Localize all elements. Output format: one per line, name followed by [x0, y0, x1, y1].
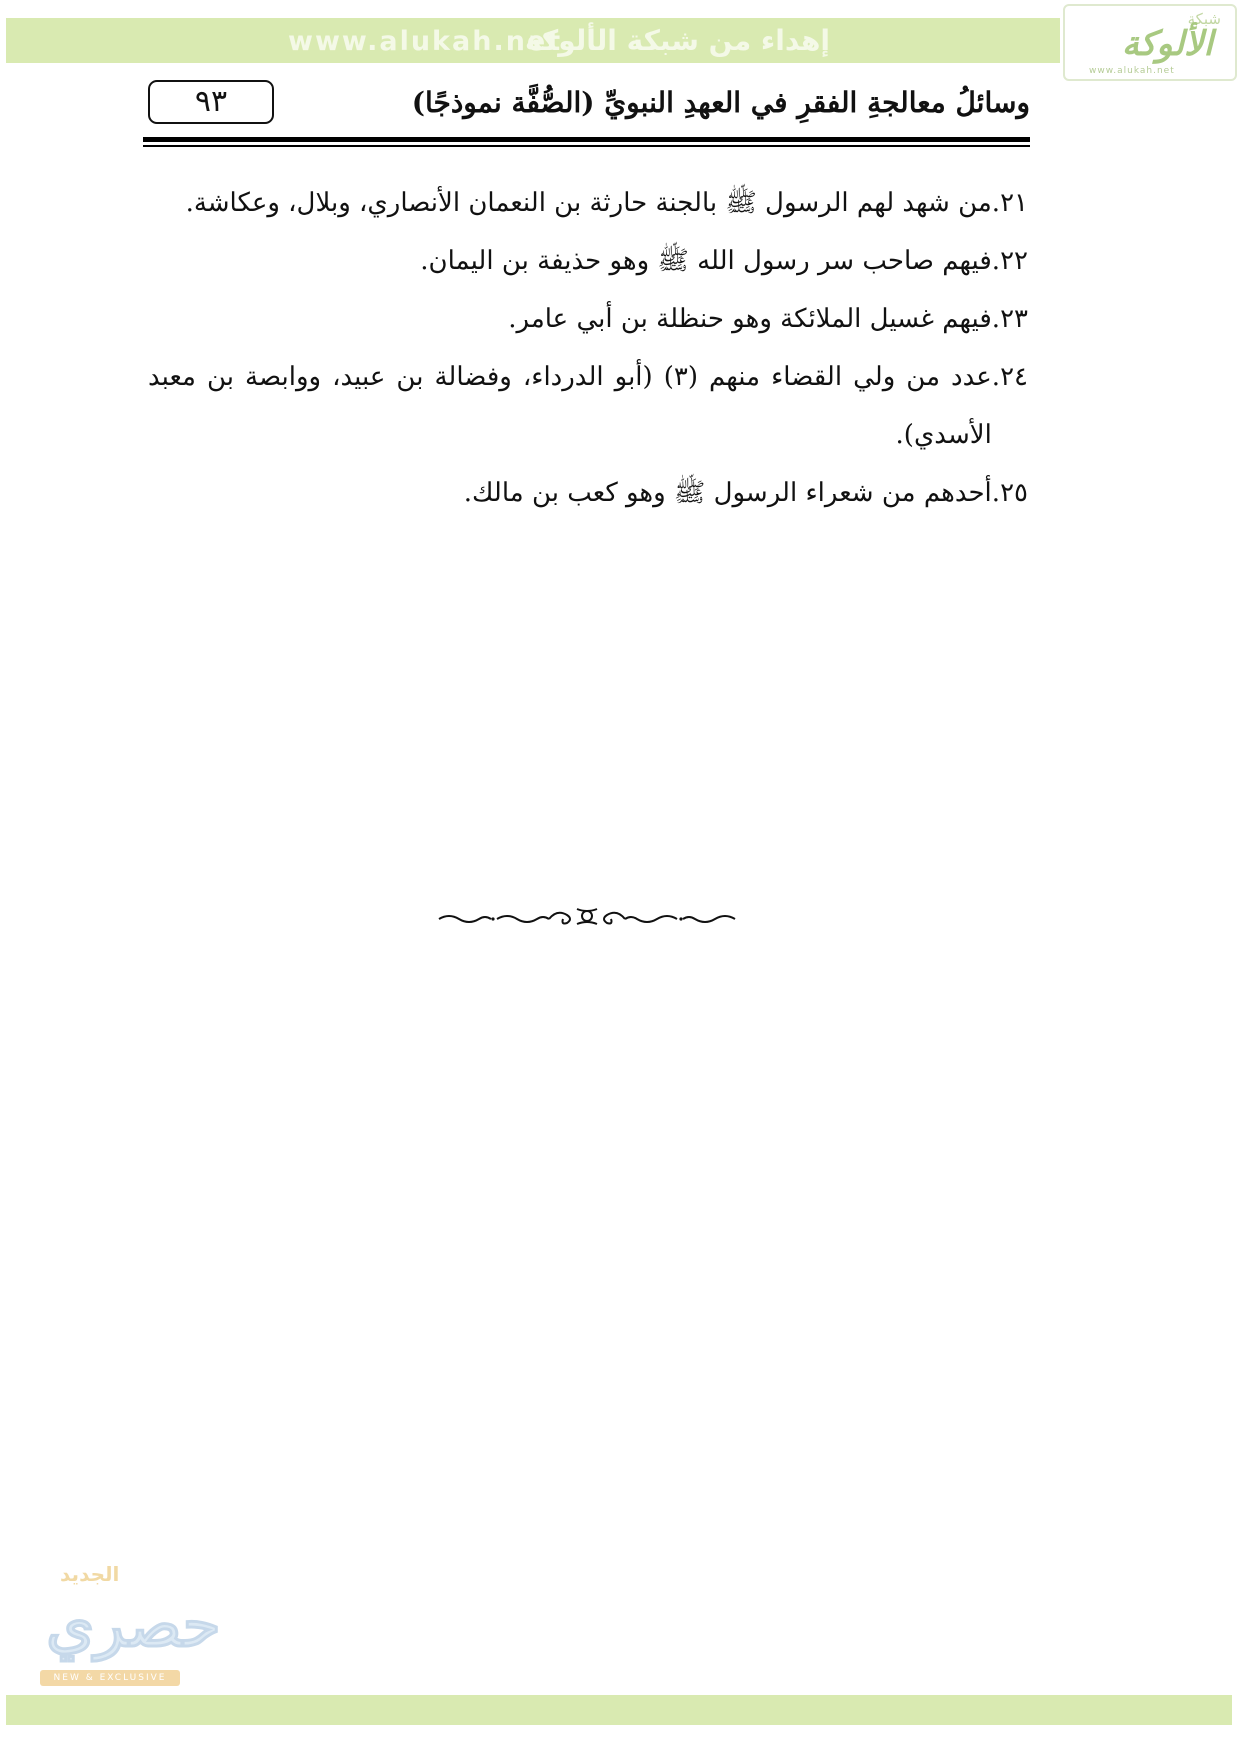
item-text: عدد من ولي القضاء منهم (٣) (أبو الدرداء، وفضالة بن عبيد، ووابصة بن معبد الأسدي). [148, 362, 992, 450]
list-item [148, 464, 1028, 522]
logo-url: www.alukah.net [1089, 66, 1175, 76]
logo-name: الألوكة [1121, 24, 1213, 64]
content-list [148, 174, 1028, 522]
logo-network-label: شبكة [1187, 10, 1221, 28]
list-item [148, 174, 1028, 232]
page-number [148, 80, 274, 124]
header-rule-thin [143, 145, 1030, 147]
item-number: ٢١. [991, 188, 1028, 218]
item-number: ٢٤. [991, 362, 1028, 392]
banner-url: www.alukah.net [288, 26, 563, 57]
corner-logo-top: الجديد [60, 1562, 120, 1586]
alukah-logo [1063, 4, 1237, 81]
item-text: أحدهم من شعراء الرسول ﷺ وهو كعب بن مالك. [463, 478, 992, 508]
bottom-banner [6, 1695, 1232, 1725]
running-title: وسائلُ معالجةِ الفقرِ في العهدِ النبويِّ (الصُّفَّة نموذجًا) [411, 86, 1030, 119]
new-exclusive-logo [32, 1548, 221, 1688]
item-text: فيهم صاحب سر رسول الله ﷺ وهو حذيفة بن اليمان. [420, 246, 992, 276]
corner-logo-big: حصري [46, 1588, 221, 1661]
corner-logo-strip: NEW & EXCLUSIVE [40, 1670, 180, 1686]
page-number-text: ٩٣ [194, 84, 228, 119]
ornament-divider-icon [437, 905, 737, 929]
header-rule-thick [143, 137, 1030, 142]
list-item [148, 232, 1028, 290]
list-item [148, 290, 1028, 348]
item-text: من شهد لهم الرسول ﷺ بالجنة حارثة بن النعمان الأنصاري، وبلال، وعكاشة. [185, 188, 992, 218]
item-text: فيهم غسيل الملائكة وهو حنظلة بن أبي عامر. [508, 304, 992, 334]
top-banner [6, 18, 1060, 63]
item-number: ٢٣. [991, 304, 1028, 334]
list-item [148, 348, 1028, 464]
item-number: ٢٥. [991, 478, 1028, 508]
item-number: ٢٢. [991, 246, 1028, 276]
banner-gift-text: إهداء من شبكة الألوكة [524, 24, 830, 57]
